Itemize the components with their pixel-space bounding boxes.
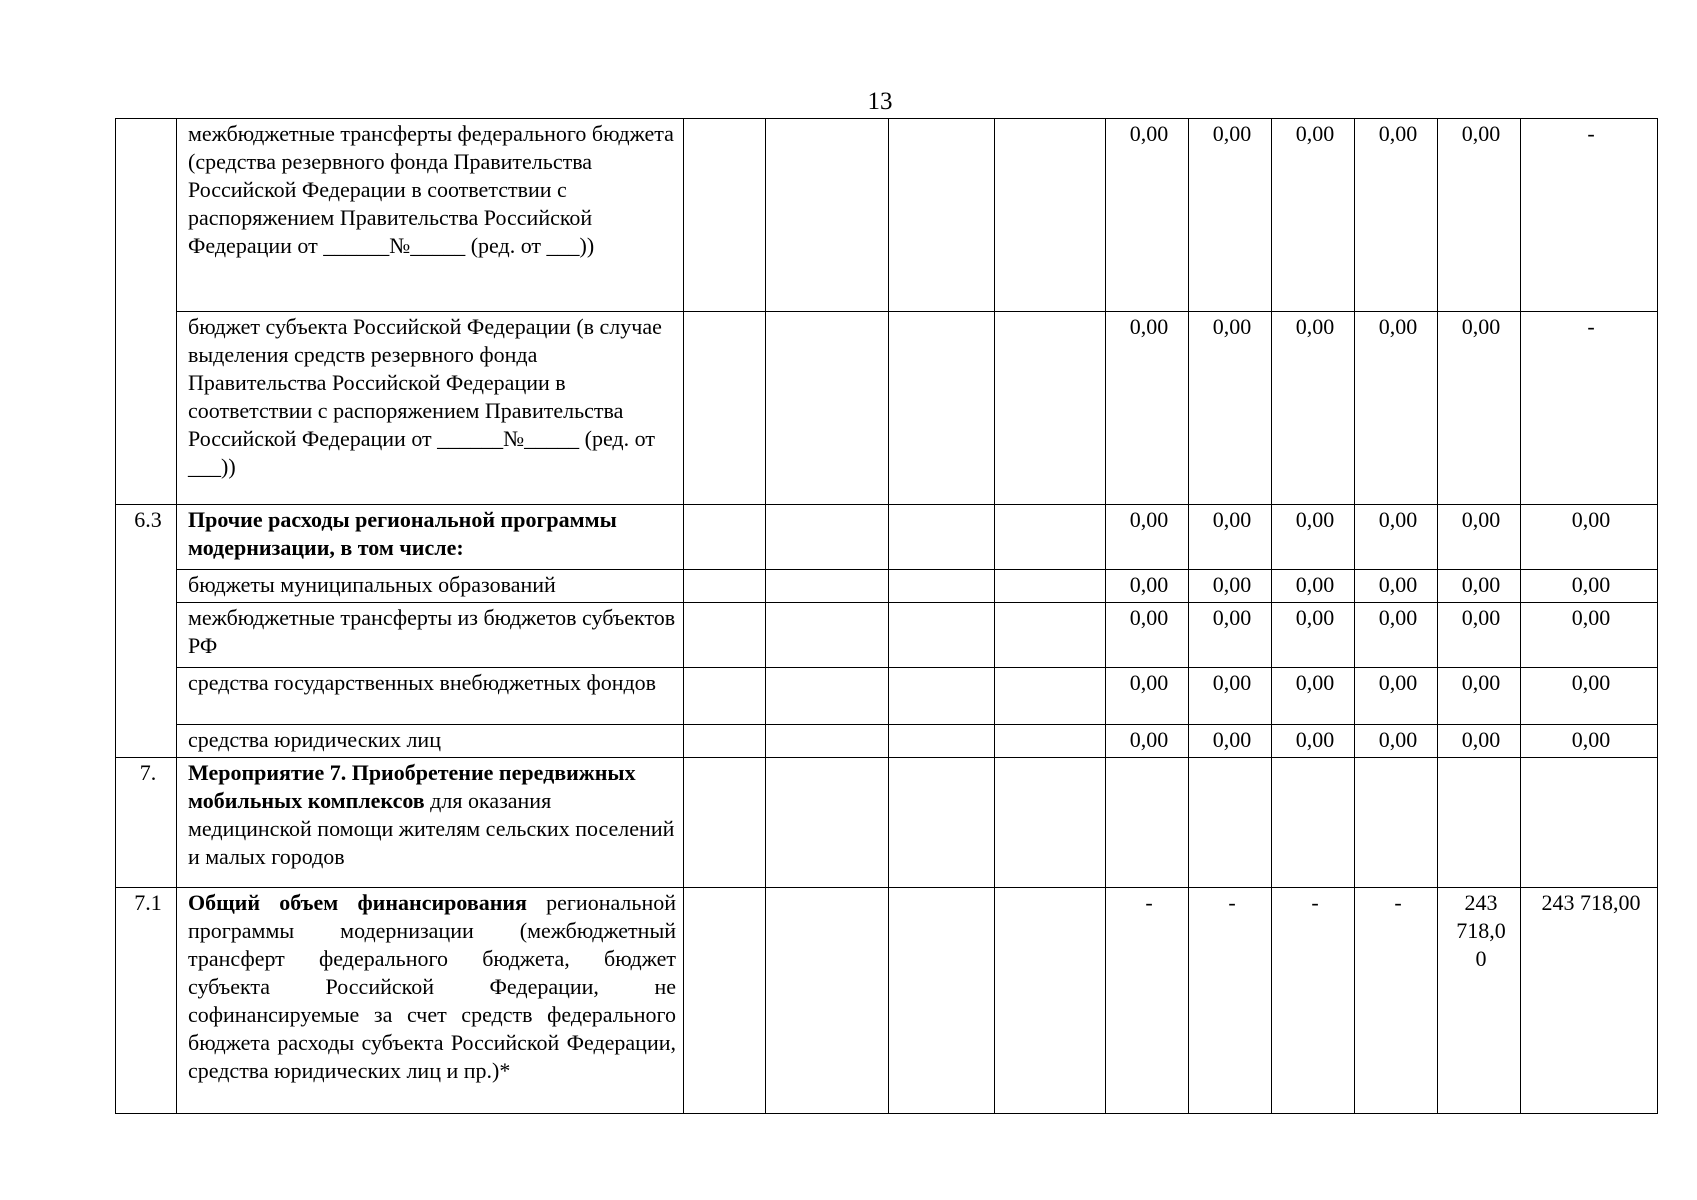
value-cell: 0,00	[1106, 119, 1189, 312]
empty-cell	[684, 505, 766, 570]
empty-cell	[995, 758, 1106, 888]
empty-cell	[889, 725, 995, 758]
empty-cell	[889, 758, 995, 888]
empty-cell	[684, 725, 766, 758]
value-cell: 0,00	[1106, 668, 1189, 725]
value-cell: 0,00	[1438, 668, 1521, 725]
value-cell	[1189, 758, 1272, 888]
value-cell: 0,00	[1355, 725, 1438, 758]
financing-table	[115, 118, 1658, 1114]
value-cell	[1355, 758, 1438, 888]
row-number: 6.3	[116, 505, 177, 758]
table-row	[116, 505, 1658, 570]
value-cell: 0,00	[1355, 570, 1438, 603]
value-cell: 0,00	[1106, 603, 1189, 668]
value-cell: 0,00	[1438, 505, 1521, 570]
empty-cell	[995, 725, 1106, 758]
empty-cell	[766, 603, 889, 668]
empty-cell	[889, 888, 995, 1114]
empty-cell	[995, 570, 1106, 603]
value-cell: -	[1189, 888, 1272, 1114]
value-cell: 0,00	[1272, 505, 1355, 570]
row-description-bold: Прочие расходы региональной программы модернизации, в том числе:	[188, 507, 617, 560]
value-cell: -	[1272, 888, 1355, 1114]
empty-cell	[766, 888, 889, 1114]
value-cell: 0,00	[1272, 119, 1355, 312]
empty-cell	[995, 668, 1106, 725]
row-description: средства государственных внебюджетных фондов	[177, 668, 684, 725]
value-cell: 0,00	[1355, 312, 1438, 505]
value-cell: 0,00	[1189, 603, 1272, 668]
empty-cell	[766, 312, 889, 505]
total-cell: -	[1521, 312, 1658, 505]
value-cell: 0,00	[1355, 668, 1438, 725]
empty-cell	[995, 888, 1106, 1114]
value-cell	[1106, 758, 1189, 888]
value-cell: 0,00	[1438, 312, 1521, 505]
empty-cell	[684, 888, 766, 1114]
value-cell: 0,00	[1106, 505, 1189, 570]
value-cell: 0,00	[1438, 570, 1521, 603]
empty-cell	[766, 570, 889, 603]
value-cell: -	[1355, 888, 1438, 1114]
value-cell: 0,00	[1189, 725, 1272, 758]
table-row	[116, 725, 1658, 758]
row-description: бюджет субъекта Российской Федерации (в случае выделения средств резервного фонда Правительства Российской Федерации в соответствии с распоряжением Правительства Российской Федерации от ______№_____ (ред. от ___))	[177, 312, 684, 505]
empty-cell	[684, 312, 766, 505]
row-description	[177, 505, 684, 570]
value-cell: 0,00	[1189, 312, 1272, 505]
empty-cell	[766, 758, 889, 888]
total-cell	[1521, 758, 1658, 888]
empty-cell	[889, 668, 995, 725]
table-row	[116, 119, 1658, 312]
value-cell: 0,00	[1189, 668, 1272, 725]
row-description: средства юридических лиц	[177, 725, 684, 758]
value-cell: 0,00	[1272, 570, 1355, 603]
value-cell: 0,00	[1189, 570, 1272, 603]
value-cell: 0,00	[1272, 603, 1355, 668]
empty-cell	[889, 119, 995, 312]
total-cell: -	[1521, 119, 1658, 312]
row-description-bold: Мероприятие 7. Приобретение передвижных мобильных комплексов	[188, 760, 636, 813]
row-description	[177, 888, 684, 1114]
value-cell: 243 718,0 0	[1438, 888, 1521, 1114]
total-cell: 0,00	[1521, 570, 1658, 603]
empty-cell	[766, 505, 889, 570]
value-cell: 0,00	[1189, 119, 1272, 312]
total-cell: 0,00	[1521, 668, 1658, 725]
total-cell: 243 718,00	[1521, 888, 1658, 1114]
value-cell: 0,00	[1272, 725, 1355, 758]
empty-cell	[995, 119, 1106, 312]
empty-cell	[889, 505, 995, 570]
empty-cell	[766, 725, 889, 758]
row-description-text: региональной программы модернизации (межбюджетный трансферт федерального бюджета, бюджет субъекта Российской Федерации, не софинансируемые за счет средств федерального бюджета расходы субъекта Российской Федерации, средства юридических лиц и пр.)*	[188, 890, 676, 1083]
empty-cell	[889, 570, 995, 603]
empty-cell	[684, 570, 766, 603]
empty-cell	[684, 668, 766, 725]
page-number: 13	[867, 88, 893, 115]
value-cell: 0,00	[1355, 603, 1438, 668]
value-cell: 0,00	[1189, 505, 1272, 570]
value-cell: 0,00	[1438, 119, 1521, 312]
row-description: межбюджетные трансферты федерального бюджета (средства резервного фонда Правительства Российской Федерации в соответствии с распоряжением Правительства Российской Федерации от ______№_____ (ред. от ___))	[177, 119, 684, 312]
row-description-bold: Общий объем финансирования	[188, 890, 527, 915]
value-cell: 0,00	[1272, 312, 1355, 505]
value-cell: 0,00	[1355, 119, 1438, 312]
total-cell: 0,00	[1521, 725, 1658, 758]
row-description: бюджеты муниципальных образований	[177, 570, 684, 603]
row-description: межбюджетные трансферты из бюджетов субъектов РФ	[177, 603, 684, 668]
empty-cell	[766, 119, 889, 312]
value-cell: -	[1106, 888, 1189, 1114]
row-description-text: для оказания медицинской помощи жителям сельских поселений и малых городов	[188, 788, 675, 869]
total-cell: 0,00	[1521, 505, 1658, 570]
empty-cell	[766, 668, 889, 725]
table-row	[116, 312, 1658, 505]
empty-cell	[889, 603, 995, 668]
empty-cell	[995, 312, 1106, 505]
value-cell: 0,00	[1106, 725, 1189, 758]
empty-cell	[995, 505, 1106, 570]
empty-cell	[889, 312, 995, 505]
value-cell: 0,00	[1355, 505, 1438, 570]
empty-cell	[684, 119, 766, 312]
row-description	[177, 758, 684, 888]
empty-cell	[684, 603, 766, 668]
table-row	[116, 888, 1658, 1114]
table-row	[116, 570, 1658, 603]
row-number	[116, 119, 177, 505]
value-cell	[1438, 758, 1521, 888]
empty-cell	[995, 603, 1106, 668]
row-number: 7.1	[116, 888, 177, 1114]
value-cell	[1272, 758, 1355, 888]
total-cell: 0,00	[1521, 603, 1658, 668]
value-cell: 0,00	[1438, 725, 1521, 758]
value-cell: 0,00	[1272, 668, 1355, 725]
value-cell: 0,00	[1106, 570, 1189, 603]
table-row	[116, 758, 1658, 888]
table-row	[116, 668, 1658, 725]
row-number: 7.	[116, 758, 177, 888]
empty-cell	[684, 758, 766, 888]
table-row	[116, 603, 1658, 668]
value-cell: 0,00	[1106, 312, 1189, 505]
value-cell: 0,00	[1438, 603, 1521, 668]
